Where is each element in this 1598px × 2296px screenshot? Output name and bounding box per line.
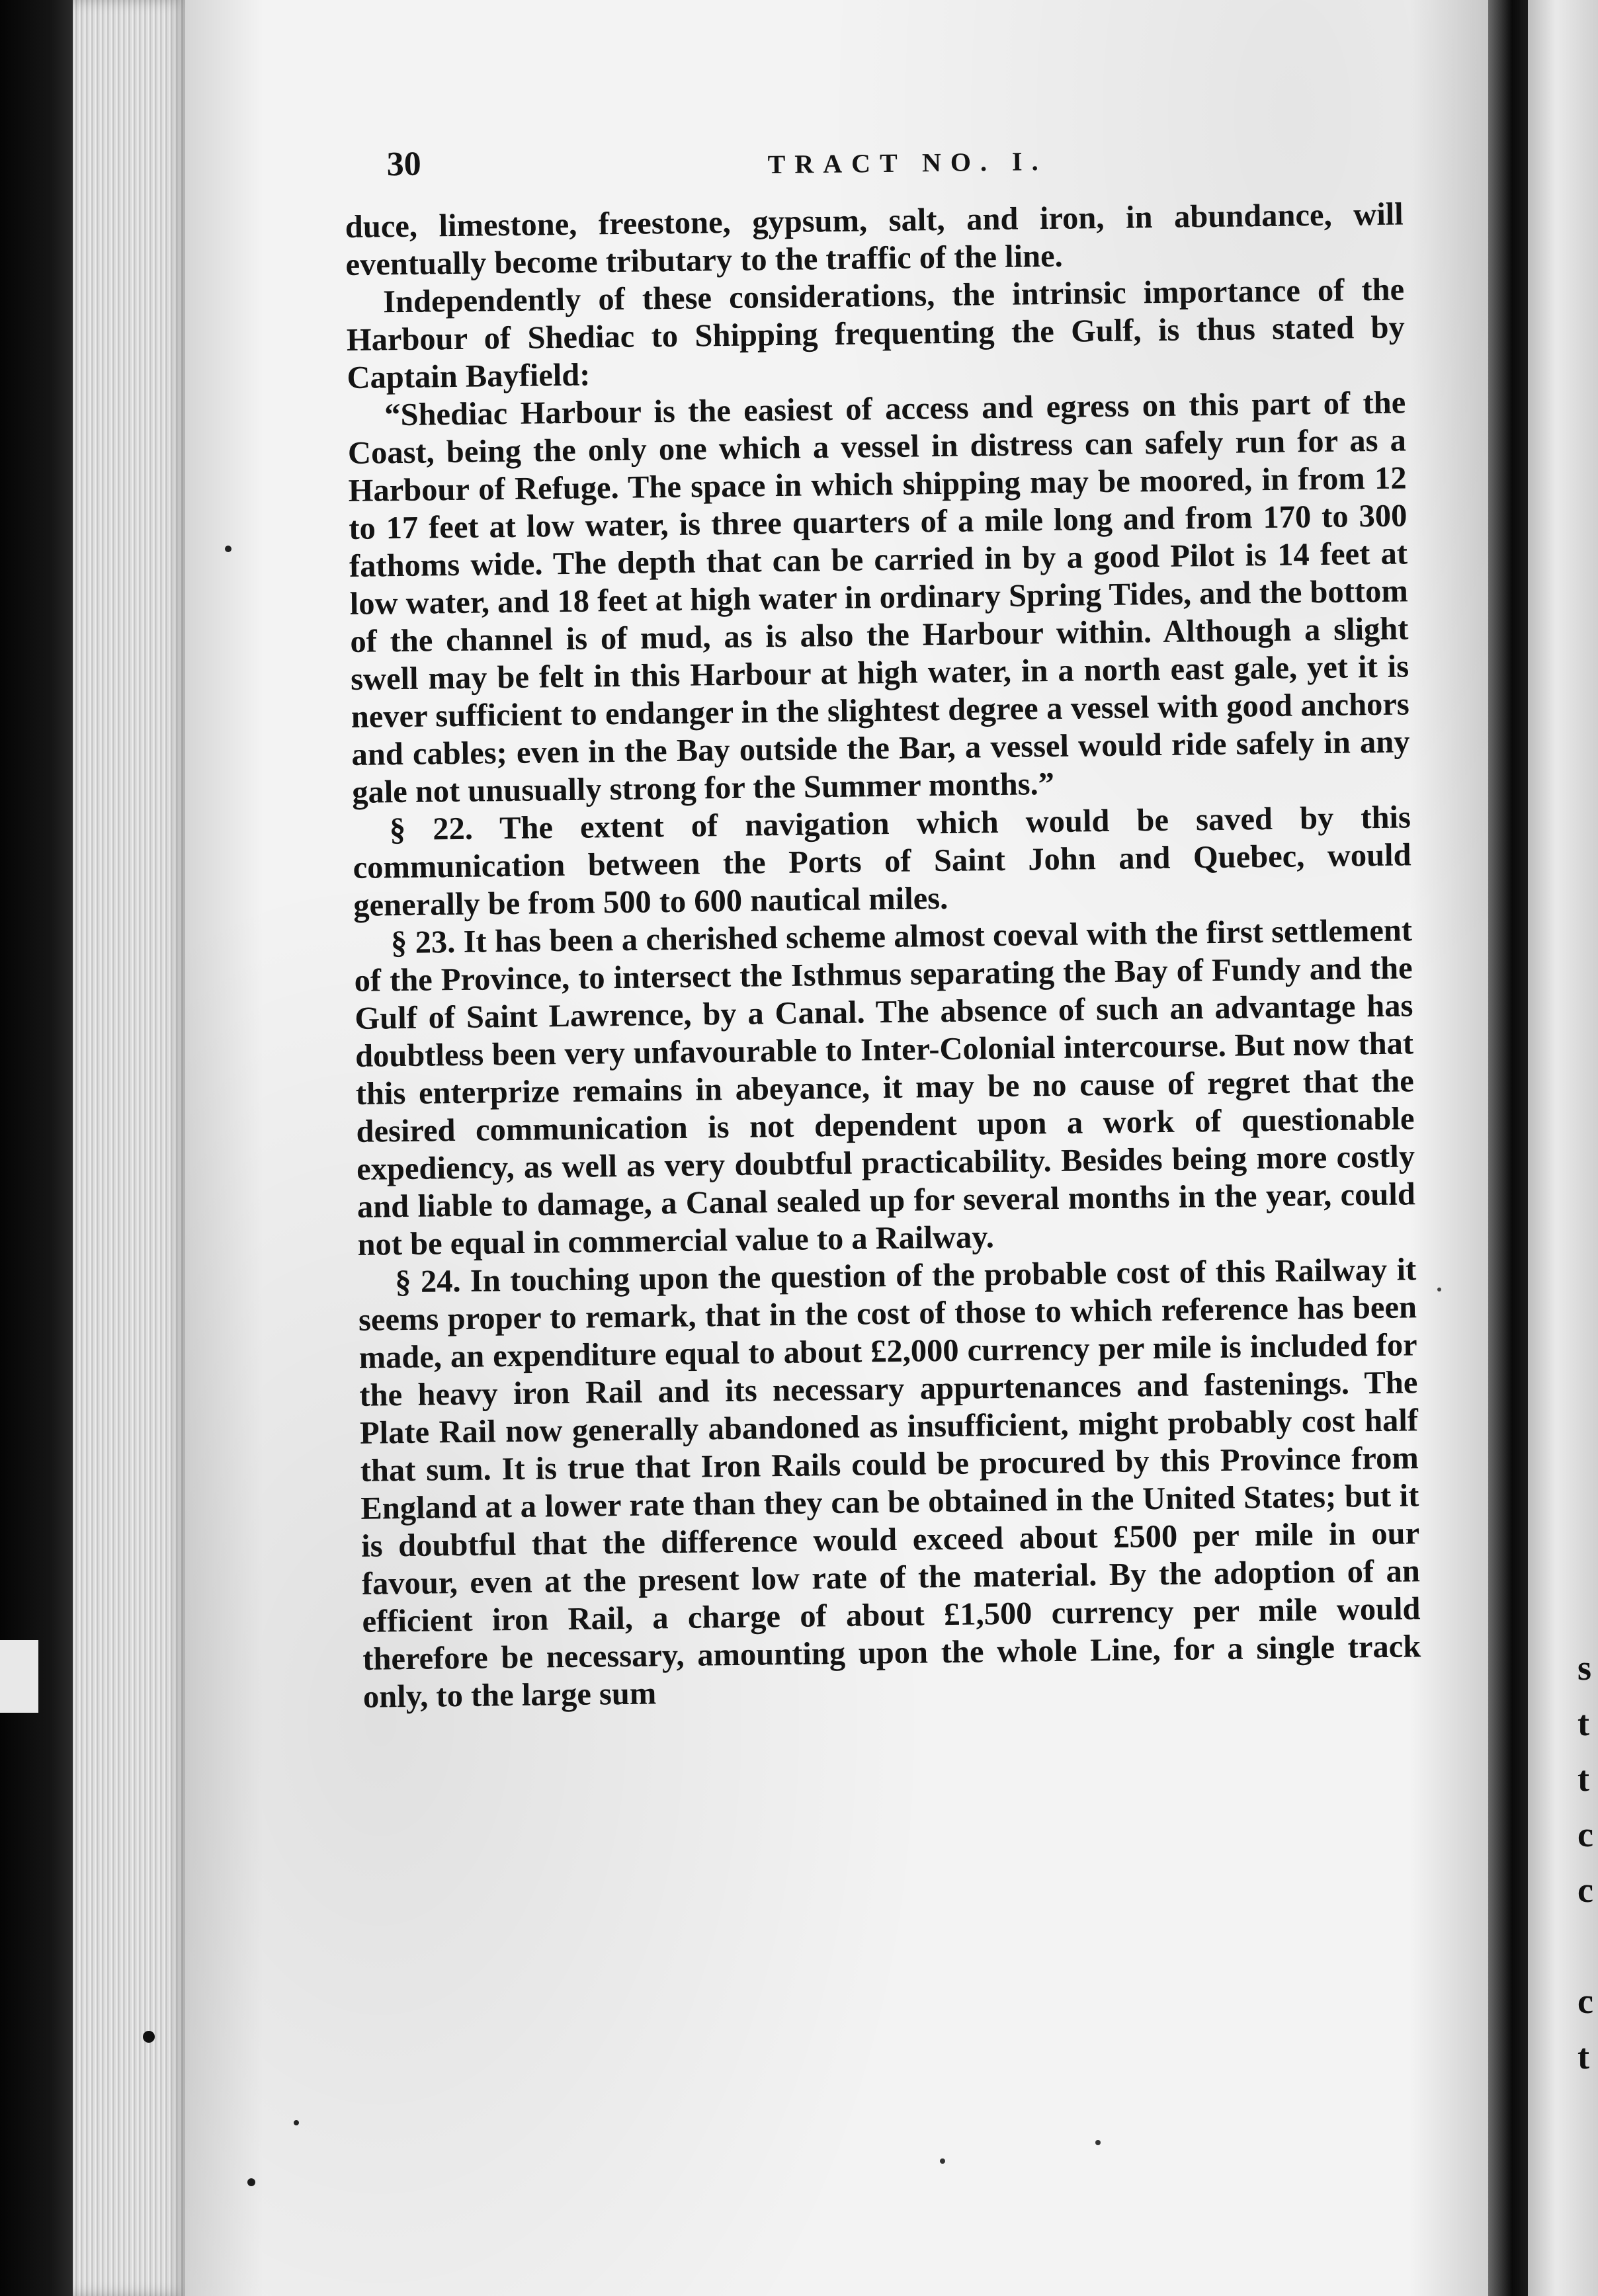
page-content [344,116,1421,1715]
paragraph: Independently of these considerations, the intrinsic importance of the Harbour of Shediac to Shipping frequenting the Gulf, is thus stated by Captain Bayfield: [346,272,1406,395]
running-head [344,116,1403,208]
left-paper-tab [0,1640,38,1713]
adjacent-page-fragment: s t t c c c t [1577,1648,1593,2076]
body-text [345,195,1421,1715]
page-number: 30 [386,145,422,184]
left-border [0,0,73,2296]
book-gutter [1488,0,1528,2296]
quoted-paragraph: “Shediac Harbour is the easiest of access and egress on this part of the Coast, being the only one which a vessel in distress can safely run for as a Harbour of Refuge. The space in which shipping may be moored, in from 12 to 17 feet at low water, is three quarters of a mile long and from 170 to 300 fathoms wide. The depth that can be carried in by a good Pilot is 14 feet at low water, and 18 feet at high water in ordinary Spring Tides, and the bottom of the channel is of mud, as is also the Harbour within. Although a slight swell may be felt in this Harbour at high water, in a north east gale, yet it is never sufficient to endanger in the slightest degree a vessel with good anchors and cables; even in the Bay outside the Bar, a vessel would ride safely in any gale not unusually strong for the Summer months.” [347,385,1410,810]
page-edge-stack [73,0,185,2296]
section-paragraph: § 24. In touching upon the question of the probable cost of this Railway it seems proper to remark, that in the cost of those to which reference has been made, an expenditure equal to about £2,000 currency per mile is included for the heavy iron Rail and its necessary appurtenances and fastenings. The Plate Rail now generally abandoned as insufficient, might probably cost half that sum. It is true that Iron Rails could be procured by this Province from England at a lower rate than they can be obtained in the United States; but it is doubtful that the difference would exceed about £500 per mile in our favour, even at the present low rate of the material. By the adoption of an efficient iron Rail, a charge of about £1,500 currency per mile would therefore be necessary, amounting upon the whole Line, for a single track only, to the large sum [358,1252,1421,1715]
running-title: TRACT NO. I. [767,146,1048,180]
section-paragraph: § 22. The extent of navigation which would be saved by this communication between the Ports of Saint John and Quebec, would generally be from 500 to 600 nautical miles. [353,800,1411,923]
paragraph: duce, limestone, freestone, gypsum, salt, and iron, in abundance, will eventually become tributary to the traffic of the line. [345,196,1404,282]
section-paragraph: § 23. It has been a cherished scheme almost coeval with the first settlement of the Province, to intersect the Isthmus separating the Bay of Fundy and the Gulf of Saint Lawrence, by a Canal. The absence of such an advantage has doubtless been very unfavourable to Inter-Colonial intercourse. But now that this enterprize remains in abeyance, it may be no cause of regret that the desired communication is not dependent upon a work of questionable expediency, as well as very doubtful practicability. Besides being more costly and liable to damage, a Canal sealed up for several months in the year, could not be equal in commercial value to a Railway. [354,913,1416,1262]
